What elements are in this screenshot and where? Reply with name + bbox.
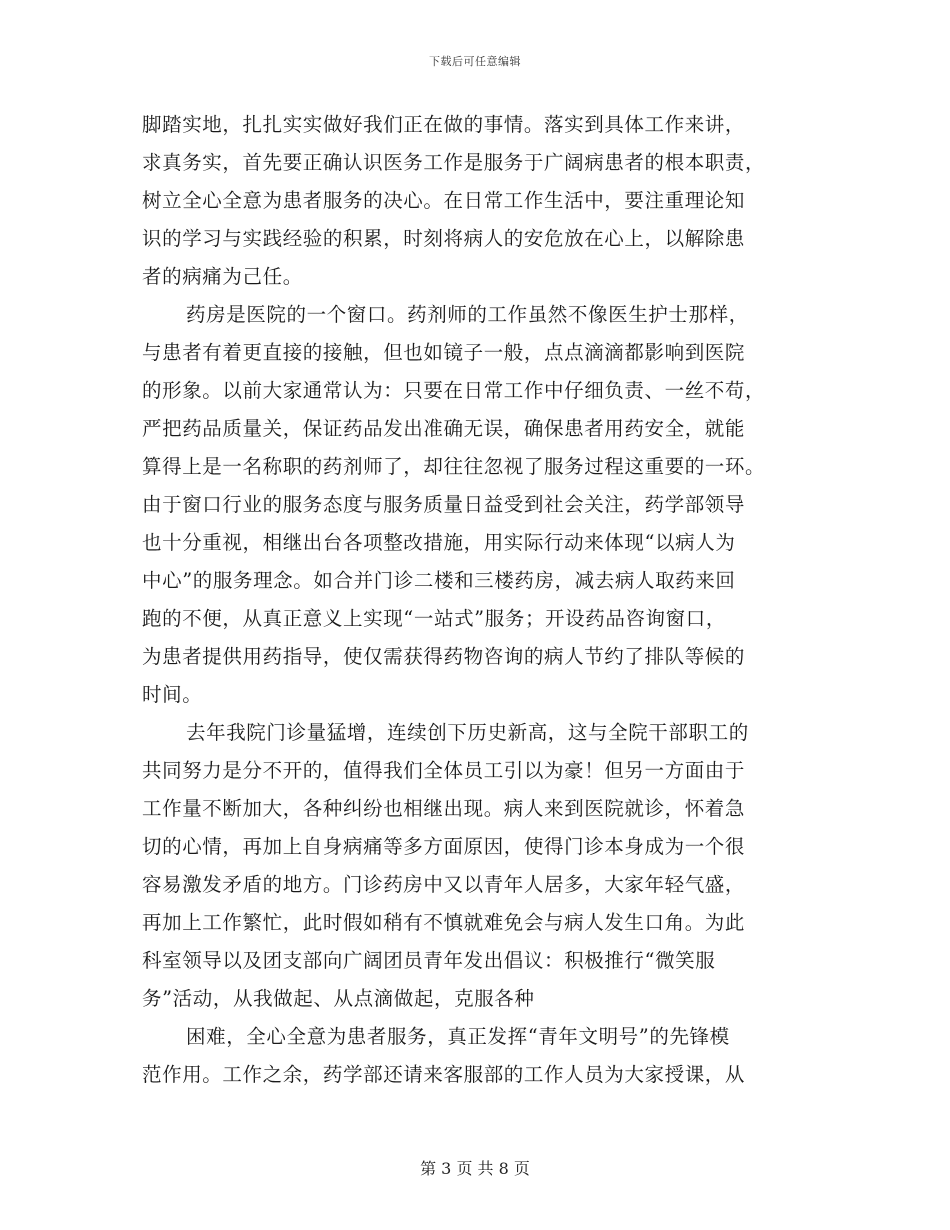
- text-line: 树立全心全意为患者服务的决心。在日常工作生活中，要注重理论知: [142, 189, 746, 212]
- text-line: 与患者有着更直接的接触，但也如镜子一般，点点滴滴都影响到医院: [142, 341, 746, 364]
- paragraph-start-line: 药房是医院的一个窗口。药剂师的工作虽然不像医生护士那样，: [186, 303, 749, 326]
- text-line: 切的心情，再加上自身病痛等多方面原因，使得门诊本身成为一个很: [142, 835, 746, 858]
- text-line: 为患者提供用药指导，使仅需获得药物咨询的病人节约了排队等候的: [142, 645, 746, 668]
- text-line: 识的学习与实践经验的积累，时刻将病人的安危放在心上，以解除患: [142, 227, 746, 250]
- text-line: 算得上是一名称职的药剂师了，却往往忽视了服务过程这重要的一环。: [142, 455, 766, 478]
- body-text: [142, 106, 808, 1094]
- text-line: 时间。: [142, 683, 203, 706]
- text-line: 也十分重视，相继出台各项整改措施，用实际行动来体现“以病人为: [142, 531, 736, 554]
- text-line: 跑的不便，从真正意义上实现“一站式”服务；开设药品咨询窗口，: [142, 607, 726, 630]
- text-line: 中心”的服务理念。如合并门诊二楼和三楼药房，减去病人取药来回: [142, 569, 736, 592]
- text-line: 求真务实，首先要正确认识医务工作是服务于广阔病患者的根本职责，: [142, 151, 766, 174]
- text-line: 共同努力是分不开的，值得我们全体员工引以为豪！但另一方面由于: [142, 759, 746, 782]
- page-header: 下载后可任意编辑: [429, 55, 521, 68]
- paragraph-start-line: 困难，全心全意为患者服务，真正发挥“青年文明号”的先锋模: [186, 1025, 730, 1048]
- text-line: 脚踏实地，扎扎实实做好我们正在做的事情。落实到具体工作来讲，: [142, 113, 746, 136]
- text-line: 的形象。以前大家通常认为：只要在日常工作中仔细负责、一丝不苟，: [142, 379, 766, 402]
- paragraph-start-line: 去年我院门诊量猛增，连续创下历史新高，这与全院干部职工的: [186, 721, 749, 744]
- text-line: 容易激发矛盾的地方。门诊药房中又以青年人居多，大家年轻气盛，: [142, 873, 746, 896]
- page-footer: 第 3 页 共 8 页: [420, 1159, 530, 1178]
- text-line: 由于窗口行业的服务态度与服务质量日益受到社会关注，药学部领导: [142, 493, 746, 516]
- text-line: 科室领导以及团支部向广阔团员青年发出倡议：积极推行“微笑服: [142, 949, 716, 972]
- text-line: 范作用。工作之余，药学部还请来客服部的工作人员为大家授课，从: [142, 1063, 746, 1086]
- text-line: 者的病痛为己任。: [142, 265, 303, 288]
- text-line: 工作量不断加大，各种纠纷也相继出现。病人来到医院就诊，怀着急: [142, 797, 746, 820]
- text-line: 务”活动，从我做起、从点滴做起，克服各种: [142, 987, 535, 1010]
- text-line: 再加上工作繁忙，此时假如稍有不慎就难免会与病人发生口角。为此: [142, 911, 746, 934]
- text-line: 严把药品质量关，保证药品发出准确无误，确保患者用药安全，就能: [142, 417, 746, 440]
